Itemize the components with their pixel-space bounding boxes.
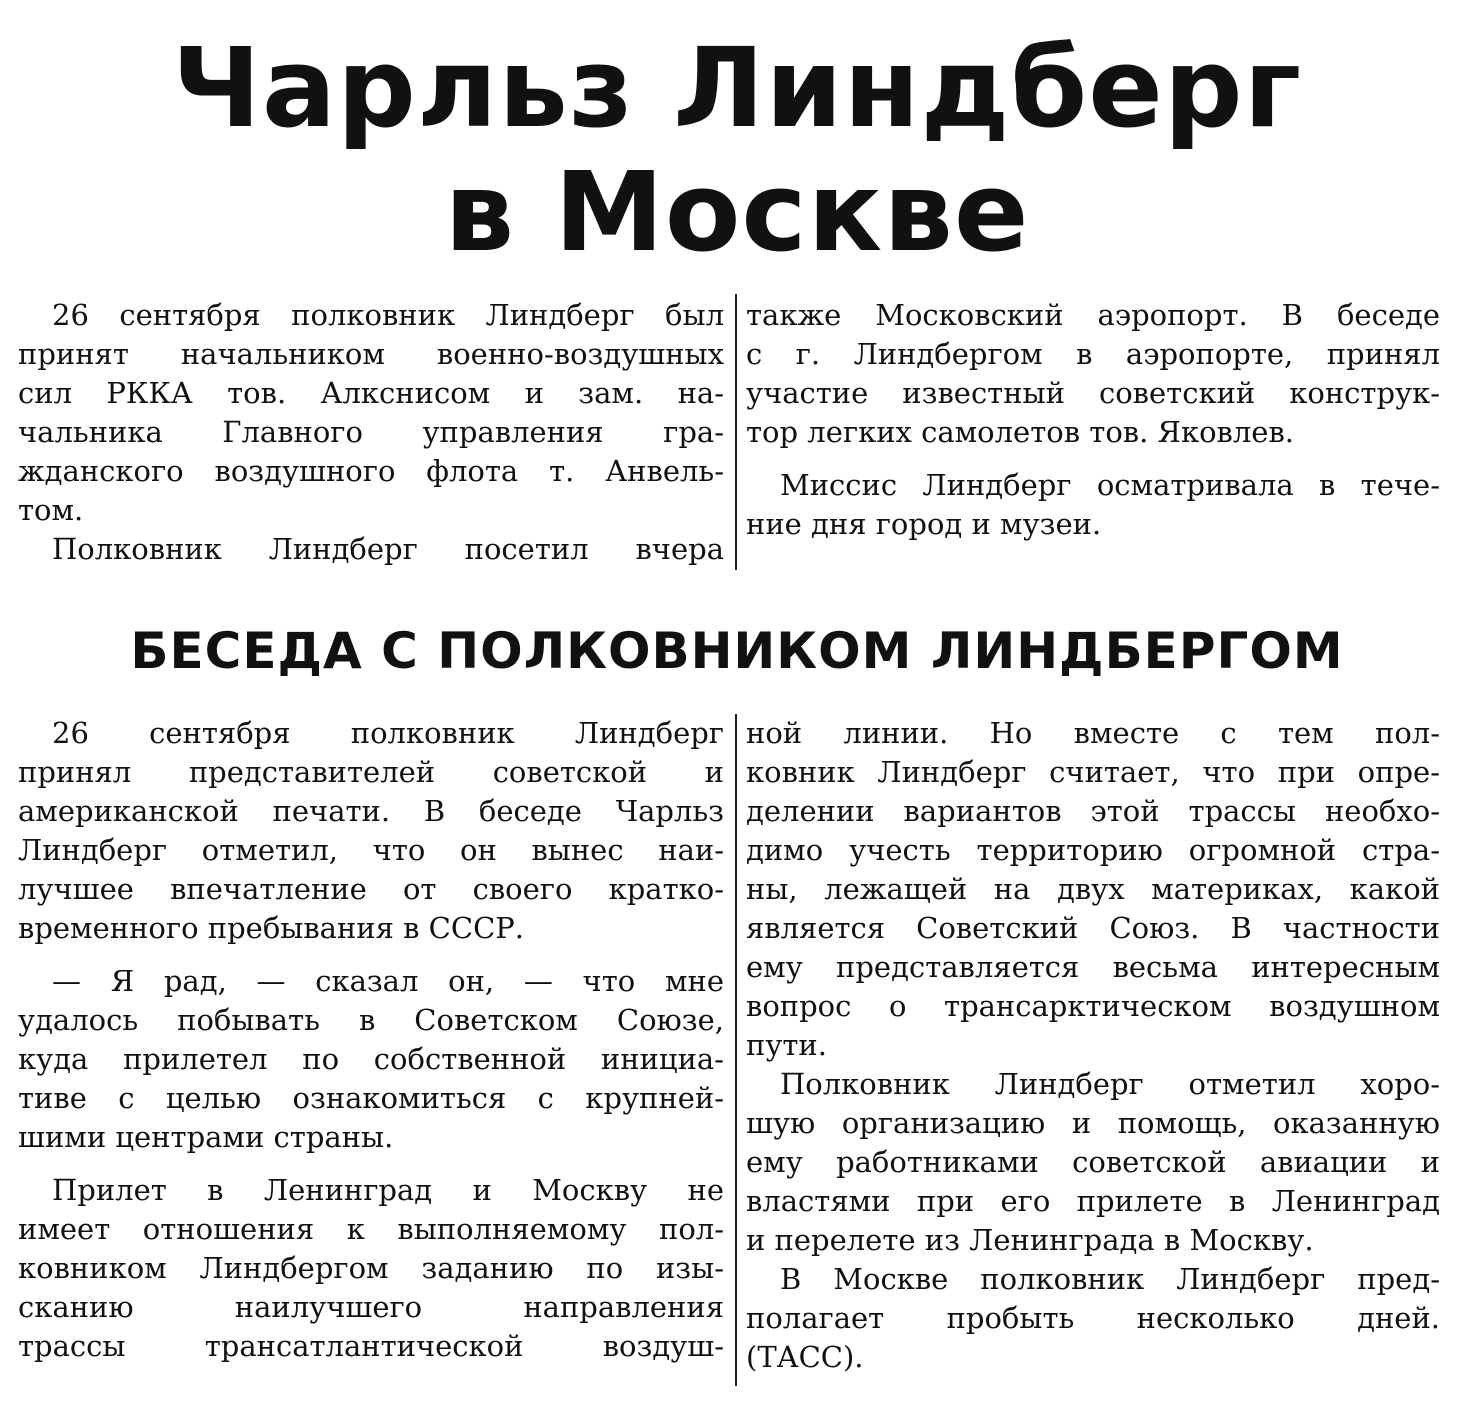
text-line: пути. (746, 1028, 827, 1062)
text-line: 26 сентября полковник Линдберг был (52, 298, 724, 332)
text-line: делении вариантов этой трассы необхо- (746, 794, 1440, 828)
text-line: том. (18, 493, 84, 527)
text-line: тиве с целью ознакомиться с крупней- (18, 1081, 724, 1115)
text-line: участие известный советский конструк- (746, 376, 1440, 410)
text-line: с г. Линдбергом в аэропорте, принял (746, 337, 1440, 371)
text-line: принял представителей советской и (18, 755, 724, 789)
text-line: лучшее впечатление от своего кратко- (18, 872, 724, 906)
text-line: сканию наилучшего направления (18, 1290, 724, 1324)
text-line: (ТАСС). (746, 1340, 864, 1374)
subheadline: БЕСЕДА С ПОЛКОВНИКОМ ЛИНДБЕРГОМ (130, 622, 1344, 680)
article1-left-column (18, 296, 724, 569)
text-line: тор легких самолетов тов. Яковлев. (746, 415, 1294, 449)
text-line: димо учесть территорию огромной стра- (746, 833, 1440, 867)
text-line: чальника Главного управления гра- (18, 415, 724, 449)
text-line: шую организацию и помощь, оказанную (746, 1106, 1440, 1140)
text-line: временного пребывания в СССР. (18, 911, 524, 945)
text-line: удалось побывать в Советском Союзе, (18, 1003, 724, 1037)
text-line: жданского воздушного флота т. Анвель- (18, 454, 724, 488)
text-line: является Советский Союз. В частности (746, 911, 1440, 945)
text-line: шими центрами страны. (18, 1120, 394, 1154)
column-divider (735, 714, 737, 1386)
text-line: американской печати. В беседе Чарльз (18, 794, 724, 828)
text-line: и перелете из Ленинграда в Москву. (746, 1223, 1314, 1257)
text-line: 26 сентября полковник Линдберг (52, 716, 724, 750)
column-divider (735, 294, 737, 570)
text-line: полагает пробыть несколько дней. (746, 1301, 1440, 1335)
text-line: принят начальником военно-воздушных (18, 337, 724, 371)
text-line: куда прилетел по собственной инициа- (18, 1042, 724, 1076)
text-line: Прилет в Ленинград и Москву не (52, 1173, 724, 1207)
text-line: Линдберг отметил, что он вынес наи- (18, 833, 724, 867)
text-line: сил РККА тов. Алкснисом и зам. на- (18, 376, 724, 410)
text-line: ны, лежащей на двух материках, какой (746, 872, 1440, 906)
text-line: ему работниками советской авиации и (746, 1145, 1440, 1179)
text-line: Миссис Линдберг осматривала в тече- (780, 468, 1440, 502)
article2-left-column (18, 714, 724, 1366)
text-line: также Московский аэропорт. В беседе (746, 298, 1440, 332)
text-line: Полковник Линдберг отметил хоро- (780, 1067, 1440, 1101)
text-line: ной линии. Но вместе с тем пол- (746, 716, 1440, 750)
text-line: В Москве полковник Линдберг пред- (780, 1262, 1440, 1296)
text-line: ние дня город и музеи. (746, 507, 1102, 541)
text-line: ковник Линдберг считает, что при опре- (746, 755, 1440, 789)
article2-right-column (746, 714, 1440, 1377)
article1-right-column (746, 296, 1440, 544)
headline-line-2: в Москве (444, 148, 1030, 276)
text-line: Полковник Линдберг посетил вчера (52, 532, 724, 566)
text-line: имеет отношения к выполняемому пол- (18, 1212, 724, 1246)
text-line: ковником Линдбергом заданию по изы- (18, 1251, 724, 1285)
text-line: вопрос о трансарктическом воздушном (746, 989, 1440, 1023)
headline-line-1: Чарльз Линдберг (171, 24, 1303, 152)
text-line: ему представляется весьма интересным (746, 950, 1440, 984)
text-line: — Я рад, — сказал он, — что мне (52, 964, 724, 998)
text-line: трассы трансатлантической воздуш- (18, 1329, 724, 1363)
text-line: властями при его прилете в Ленинград (746, 1184, 1440, 1218)
